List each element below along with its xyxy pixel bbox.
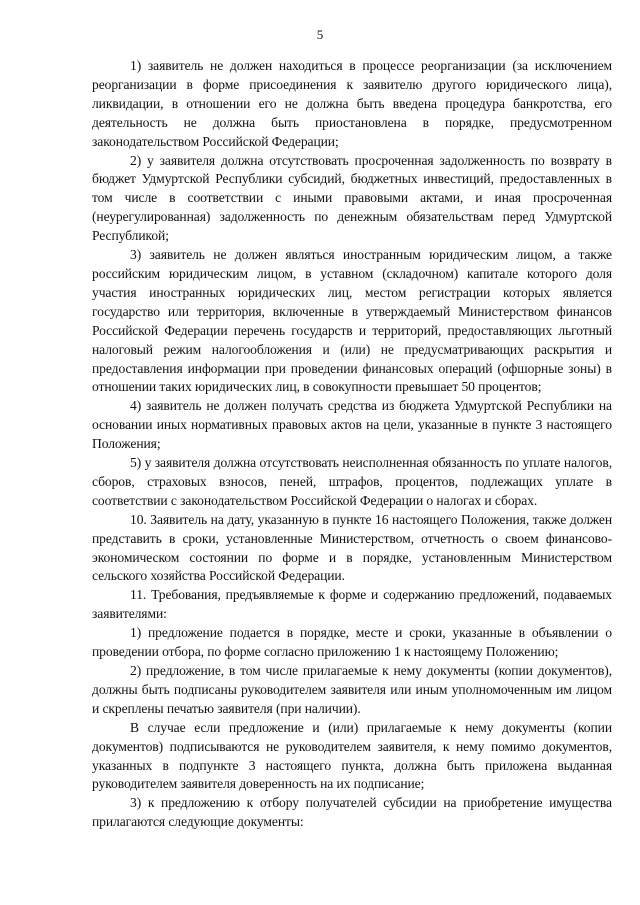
- document-body: [92, 57, 612, 832]
- paragraph-item-1-reorganization: 1) заявитель не должен находиться в процессе реорганизации (за исключением реорганизации в форме присоединения к заявителю другого юридического лица), ликвидации, в отношении его не должна быть введена процедура банкротства, его деятельность не должна быть приостановлена в порядке, предусмотренном законодательством Российской Федерации;: [92, 58, 612, 149]
- paragraph-power-of-attorney: В случае если предложение и (или) прилагаемые к нему документы (копии документов) подписываются не руководителем заявителя, к нему помимо документов, указанных в подпункте 3 настоящего пункта, должна быть приложена выданная руководителем заявителя доверенность на их подписание;: [92, 719, 612, 792]
- paragraph-clause-11-item-2: 2) предложение, в том числе прилагаемые к нему документы (копии документов), должны быть подписаны руководителем заявителя или иным уполномоченным им лицом и скреплены печатью заявителя (при наличии).: [92, 663, 612, 716]
- paragraph-clause-11-item-1: 1) предложение подается в порядке, месте и сроки, указанные в объявлении о проведении отбора, по форме согласно приложению 1 к настоящему Положению;: [92, 625, 612, 660]
- paragraph-clause-11: 11. Требования, предъявляемые к форме и содержанию предложений, подаваемых заявителями:: [92, 587, 612, 622]
- paragraph-item-2-overdue-debt: 2) у заявителя должна отсутствовать просроченная задолженность по возврату в бюджет Удмуртской Республики субсидий, бюджетных инвестиций, предоставленных в том числе в соответствии с иными правовыми актами, и иная просроченная (неурегулированная) задолженность по денежным обязательствам перед Удмуртской Республикой;: [92, 152, 612, 244]
- page-number: 5: [316, 27, 324, 42]
- paragraph-clause-10: 10. Заявитель на дату, указанную в пункте 16 настоящего Положения, также должен представить в сроки, установленные Министерством, отчетность о своем финансово-экономическом состоянии по форме и в порядке, установленным Министерством сельского хозяйства Российской Федерации.: [92, 511, 612, 584]
- paragraph-item-3-foreign-entity: 3) заявитель не должен являться иностранным юридическим лицом, а также российским юридическим лицом, в уставном (складочном) капитале которого доля участия иностранных юридических лиц, местом регистрации которых является государство или территория, включенные в утверждаемый Министерством финансов Российской Федерации перечень государств и территорий, предоставляющих льготный налоговый режим налогообложения и (или) не предусматривающих раскрытия и предоставления информации при проведении финансовых операций (офшорные зоны) в отношении таких юридических лиц, в совокупности превышает 50 процентов;: [92, 247, 612, 395]
- paragraph-item-5-tax-obligations: 5) у заявителя должна отсутствовать неисполненная обязанность по уплате налогов, сборов, страховых взносов, пеней, штрафов, процентов, подлежащих уплате в соответствии с законодательством Российской Федерации о налогах и сборах.: [92, 455, 612, 508]
- paragraph-item-4-other-budget-funds: 4) заявитель не должен получать средства из бюджета Удмуртской Республики на основании иных нормативных правовых актов на цели, указанные в пункте 3 настоящего Положения;: [92, 398, 612, 452]
- paragraph-clause-11-item-3: 3) к предложению к отбору получателей субсидии на приобретение имущества прилагаются следующие документы:: [92, 795, 612, 830]
